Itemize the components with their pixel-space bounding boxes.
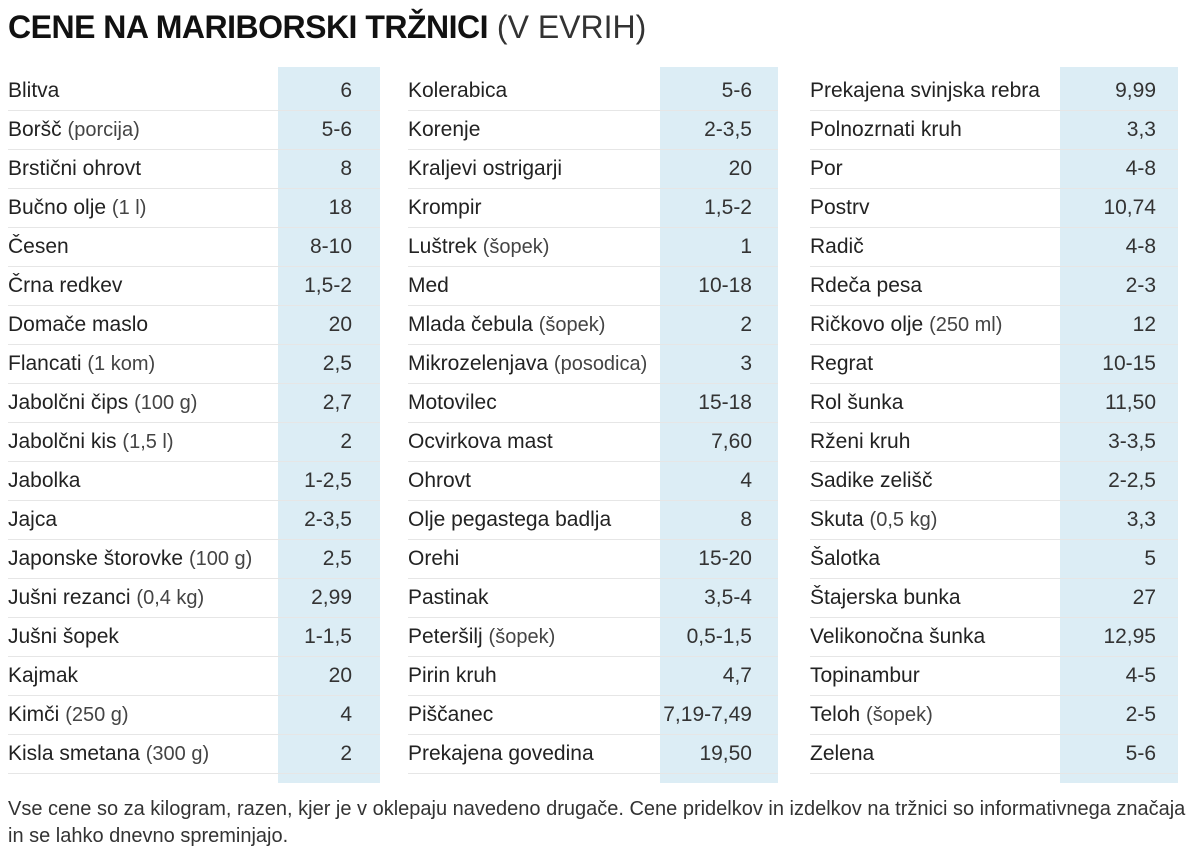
item-name xyxy=(810,578,961,617)
item-label: Ohrovt xyxy=(408,469,472,492)
item-label: Kimči xyxy=(8,703,60,726)
item-name xyxy=(810,461,933,500)
table-row xyxy=(8,344,380,384)
item-name xyxy=(810,305,1002,345)
item-label: Regrat xyxy=(810,352,874,375)
item-name xyxy=(810,656,920,695)
table-row xyxy=(408,344,778,384)
item-name xyxy=(8,500,57,539)
item-name xyxy=(810,110,962,149)
item-price: 3,3 xyxy=(1126,508,1156,531)
item-price: 3,5-4 xyxy=(704,586,752,609)
item-label: Radič xyxy=(810,235,864,258)
item-label: Topinambur xyxy=(810,664,920,687)
item-price: 2-3 xyxy=(1125,274,1156,297)
item-label: Krompir xyxy=(408,196,482,219)
item-price: 20 xyxy=(328,313,352,336)
item-label: Peteršilj xyxy=(408,625,483,648)
item-price: 2,5 xyxy=(322,352,352,375)
item-price: 18 xyxy=(328,196,352,219)
item-price: 1 xyxy=(740,235,752,258)
item-name xyxy=(810,422,910,461)
item-price: 7,60 xyxy=(711,430,752,453)
item-label: Jajca xyxy=(8,508,58,531)
table-row xyxy=(408,422,778,462)
item-label: Mikrozelenjava xyxy=(408,352,549,375)
item-label: Ričkovo olje xyxy=(810,313,924,336)
page-title xyxy=(8,8,646,46)
table-row xyxy=(810,578,1178,618)
item-label: Kajmak xyxy=(8,664,79,687)
item-note: (100 g) xyxy=(134,392,198,414)
item-name xyxy=(8,227,69,266)
item-label: Jabolčni kis xyxy=(8,430,117,453)
item-price: 5-6 xyxy=(1125,742,1156,765)
item-name xyxy=(810,71,1040,110)
item-label: Jabolčni čips xyxy=(8,391,129,414)
item-label: Luštrek xyxy=(408,235,477,258)
item-label: Kisla smetana xyxy=(8,742,140,765)
item-name xyxy=(408,695,493,734)
item-label: Prekajena govedina xyxy=(408,742,594,765)
table-row xyxy=(810,344,1178,384)
table-row xyxy=(408,227,778,267)
item-price: 6 xyxy=(340,79,352,102)
item-label: Kolerabica xyxy=(408,79,508,102)
item-price: 2,99 xyxy=(311,586,352,609)
item-price: 4-8 xyxy=(1125,157,1156,180)
item-price: 12 xyxy=(1132,313,1156,336)
item-label: Por xyxy=(810,157,843,180)
item-price: 8 xyxy=(340,157,352,180)
item-label: Med xyxy=(408,274,449,297)
table-row xyxy=(408,461,778,501)
table-row xyxy=(810,500,1178,540)
item-label: Flancati xyxy=(8,352,82,375)
item-price: 15-20 xyxy=(698,547,752,570)
item-price: 2 xyxy=(340,742,352,765)
item-name xyxy=(8,422,174,462)
item-label: Ocvirkova mast xyxy=(408,430,553,453)
title-unit: (V EVRIH) xyxy=(496,9,647,45)
table-row xyxy=(408,383,778,423)
item-name xyxy=(8,383,197,423)
item-name xyxy=(408,500,611,539)
item-note: (300 g) xyxy=(145,743,210,765)
item-price: 9,99 xyxy=(1115,79,1156,102)
item-label: Boršč xyxy=(8,118,62,141)
item-name xyxy=(810,266,922,305)
item-label: Zelena xyxy=(810,742,875,765)
item-label: Kraljevi ostrigarji xyxy=(408,157,563,180)
item-name xyxy=(8,734,209,774)
item-note: (porcija) xyxy=(67,119,140,141)
item-label: Rdeča pesa xyxy=(810,274,923,297)
table-row xyxy=(8,695,380,735)
table-row xyxy=(810,461,1178,501)
table-row xyxy=(408,617,778,657)
item-price: 2 xyxy=(740,313,752,336)
item-name xyxy=(810,539,880,578)
table-row xyxy=(408,305,778,345)
table-row xyxy=(408,539,778,579)
item-price: 4 xyxy=(340,703,352,726)
item-name xyxy=(810,734,874,773)
item-label: Teloh xyxy=(810,703,861,726)
item-name xyxy=(408,110,480,149)
table-row xyxy=(8,110,380,150)
item-label: Jušni rezanci xyxy=(8,586,131,609)
item-label: Korenje xyxy=(408,118,481,141)
table-row xyxy=(8,578,380,618)
item-name xyxy=(8,305,148,344)
item-name xyxy=(8,695,129,735)
item-note: (100 g) xyxy=(188,548,253,570)
table-row xyxy=(408,500,778,540)
item-label: Jabolka xyxy=(8,469,81,492)
item-label: Skuta xyxy=(810,508,864,531)
item-label: Rol šunka xyxy=(810,391,904,414)
item-name xyxy=(810,188,870,227)
item-label: Pirin kruh xyxy=(408,664,497,687)
item-label: Mlada čebula xyxy=(408,313,533,336)
table-row xyxy=(8,500,380,540)
table-row xyxy=(8,266,380,306)
item-name xyxy=(8,149,141,188)
item-label: Motovilec xyxy=(408,391,497,414)
item-note: (šopek) xyxy=(538,314,606,336)
table-row xyxy=(8,305,380,345)
item-label: Česen xyxy=(8,235,69,258)
table-row xyxy=(8,71,380,111)
item-name xyxy=(408,383,497,422)
table-row xyxy=(810,695,1178,735)
item-label: Sadike zelišč xyxy=(810,469,933,492)
table-row xyxy=(408,149,778,189)
item-name xyxy=(810,344,873,383)
table-row xyxy=(408,71,778,111)
table-row xyxy=(408,188,778,228)
item-note: (1,5 l) xyxy=(122,431,174,453)
item-label: Postrv xyxy=(810,196,870,219)
footnote: Vse cene so za kilogram, razen, kjer je v oklepaju navedeno drugače. Cene pridelkov in izdelkov na tržnici so informativnega značaja in se lahko dnevno spreminjajo. xyxy=(8,798,1186,847)
item-price: 2-3,5 xyxy=(304,508,352,531)
item-name xyxy=(408,734,594,773)
table-row xyxy=(810,656,1178,696)
table-row xyxy=(810,110,1178,150)
item-label: Orehi xyxy=(408,547,460,570)
item-price: 12,95 xyxy=(1103,625,1156,648)
item-name xyxy=(8,266,122,305)
item-name xyxy=(408,617,555,657)
item-label: Blitva xyxy=(8,79,60,102)
item-note: (šopek) xyxy=(482,236,550,258)
table-row xyxy=(408,110,778,150)
item-price: 5-6 xyxy=(721,79,752,102)
item-label: Piščanec xyxy=(408,703,494,726)
item-price: 2-3,5 xyxy=(704,118,752,141)
item-name xyxy=(8,617,119,656)
item-price: 11,50 xyxy=(1105,391,1156,414)
item-name xyxy=(810,227,864,266)
item-label: Črna redkev xyxy=(8,274,123,297)
item-price: 2-5 xyxy=(1125,703,1156,726)
item-label: Domače maslo xyxy=(8,313,149,336)
item-name xyxy=(8,461,80,500)
item-label: Rženi kruh xyxy=(810,430,911,453)
item-name xyxy=(8,344,155,384)
item-name xyxy=(408,578,489,617)
item-name xyxy=(408,266,449,305)
table-row xyxy=(8,461,380,501)
item-note: (1 l) xyxy=(111,197,147,219)
item-name xyxy=(408,539,459,578)
item-price: 20 xyxy=(328,664,352,687)
item-price: 4,7 xyxy=(722,664,752,687)
item-price: 3 xyxy=(740,352,752,375)
item-price: 7,19-7,49 xyxy=(663,703,752,726)
item-name xyxy=(8,578,204,618)
item-label: Polnozrnati kruh xyxy=(810,118,962,141)
item-label: Prekajena svinjska rebra xyxy=(810,79,1040,102)
item-name xyxy=(408,344,647,384)
item-price: 8 xyxy=(740,508,752,531)
item-price: 27 xyxy=(1132,586,1156,609)
item-price: 1-2,5 xyxy=(304,469,352,492)
item-note: (250 g) xyxy=(65,704,129,726)
item-name xyxy=(810,383,903,422)
item-price: 10-18 xyxy=(698,274,752,297)
item-name xyxy=(408,305,605,345)
item-note: (250 ml) xyxy=(929,314,1003,336)
table-row xyxy=(810,305,1178,345)
item-note: (1 kom) xyxy=(87,353,156,375)
item-name xyxy=(8,110,140,150)
item-price: 1,5-2 xyxy=(304,274,352,297)
item-name xyxy=(8,656,78,695)
table-row xyxy=(8,734,380,774)
item-price: 5-6 xyxy=(321,118,352,141)
table-row xyxy=(408,656,778,696)
item-name xyxy=(810,149,843,188)
item-name xyxy=(408,227,549,267)
item-price: 8-10 xyxy=(309,235,352,258)
title-main: CENE NA MARIBORSKI TRŽNICI xyxy=(8,9,489,45)
table-row xyxy=(8,422,380,462)
table-row xyxy=(8,188,380,228)
item-price: 1,5-2 xyxy=(704,196,752,219)
table-row xyxy=(8,539,380,579)
item-label: Štajerska bunka xyxy=(810,586,961,609)
item-name xyxy=(810,695,933,735)
table-row xyxy=(810,383,1178,423)
table-row xyxy=(408,734,778,774)
table-row xyxy=(408,695,778,735)
item-label: Brstični ohrovt xyxy=(8,157,142,180)
table-row xyxy=(810,266,1178,306)
item-name xyxy=(408,188,482,227)
table-row xyxy=(810,734,1178,774)
item-price: 20 xyxy=(728,157,752,180)
item-price: 3,3 xyxy=(1126,118,1156,141)
item-price: 4-5 xyxy=(1125,664,1156,687)
item-price: 19,50 xyxy=(699,742,752,765)
table-row xyxy=(8,383,380,423)
table-row xyxy=(8,617,380,657)
item-price: 4-8 xyxy=(1125,235,1156,258)
table-row xyxy=(810,71,1178,111)
item-label: Jušni šopek xyxy=(8,625,119,648)
item-price: 5 xyxy=(1144,547,1156,570)
table-row xyxy=(810,539,1178,579)
item-label: Šalotka xyxy=(810,547,881,570)
item-note: (posodica) xyxy=(553,353,648,375)
table-row xyxy=(8,656,380,696)
item-label: Velikonočna šunka xyxy=(810,625,986,648)
item-note: (šopek) xyxy=(866,704,933,726)
table-row xyxy=(408,266,778,306)
item-price: 4 xyxy=(740,469,752,492)
table-row xyxy=(810,188,1178,228)
item-price: 2-2,5 xyxy=(1108,469,1156,492)
item-note: (0,4 kg) xyxy=(136,587,205,609)
item-price: 2,5 xyxy=(322,547,352,570)
item-name xyxy=(8,71,59,110)
item-name xyxy=(408,149,562,188)
item-label: Bučno olje xyxy=(8,196,107,219)
item-note: (0,5 kg) xyxy=(869,509,938,531)
item-name xyxy=(408,461,471,500)
item-note: (šopek) xyxy=(488,626,556,648)
table-row xyxy=(810,227,1178,267)
table-row xyxy=(810,149,1178,189)
table-row xyxy=(8,149,380,189)
table-row xyxy=(8,227,380,267)
item-price: 0,5-1,5 xyxy=(686,625,752,648)
item-name xyxy=(810,500,937,540)
table-row xyxy=(408,578,778,618)
item-label: Olje pegastega badlja xyxy=(408,508,612,531)
item-name xyxy=(810,617,985,656)
item-name xyxy=(8,539,252,579)
item-price: 1-1,5 xyxy=(304,625,352,648)
item-price: 10,74 xyxy=(1103,196,1156,219)
item-price: 2 xyxy=(340,430,352,453)
item-name xyxy=(408,422,553,461)
item-price: 15-18 xyxy=(698,391,752,414)
table-row xyxy=(810,422,1178,462)
item-price: 3-3,5 xyxy=(1108,430,1156,453)
item-price: 2,7 xyxy=(322,391,352,414)
item-label: Pastinak xyxy=(408,586,489,609)
item-label: Japonske štorovke xyxy=(8,547,184,570)
item-name xyxy=(8,188,146,228)
item-name xyxy=(408,71,507,110)
table-row xyxy=(810,617,1178,657)
item-price: 10-15 xyxy=(1102,352,1156,375)
item-name xyxy=(408,656,497,695)
